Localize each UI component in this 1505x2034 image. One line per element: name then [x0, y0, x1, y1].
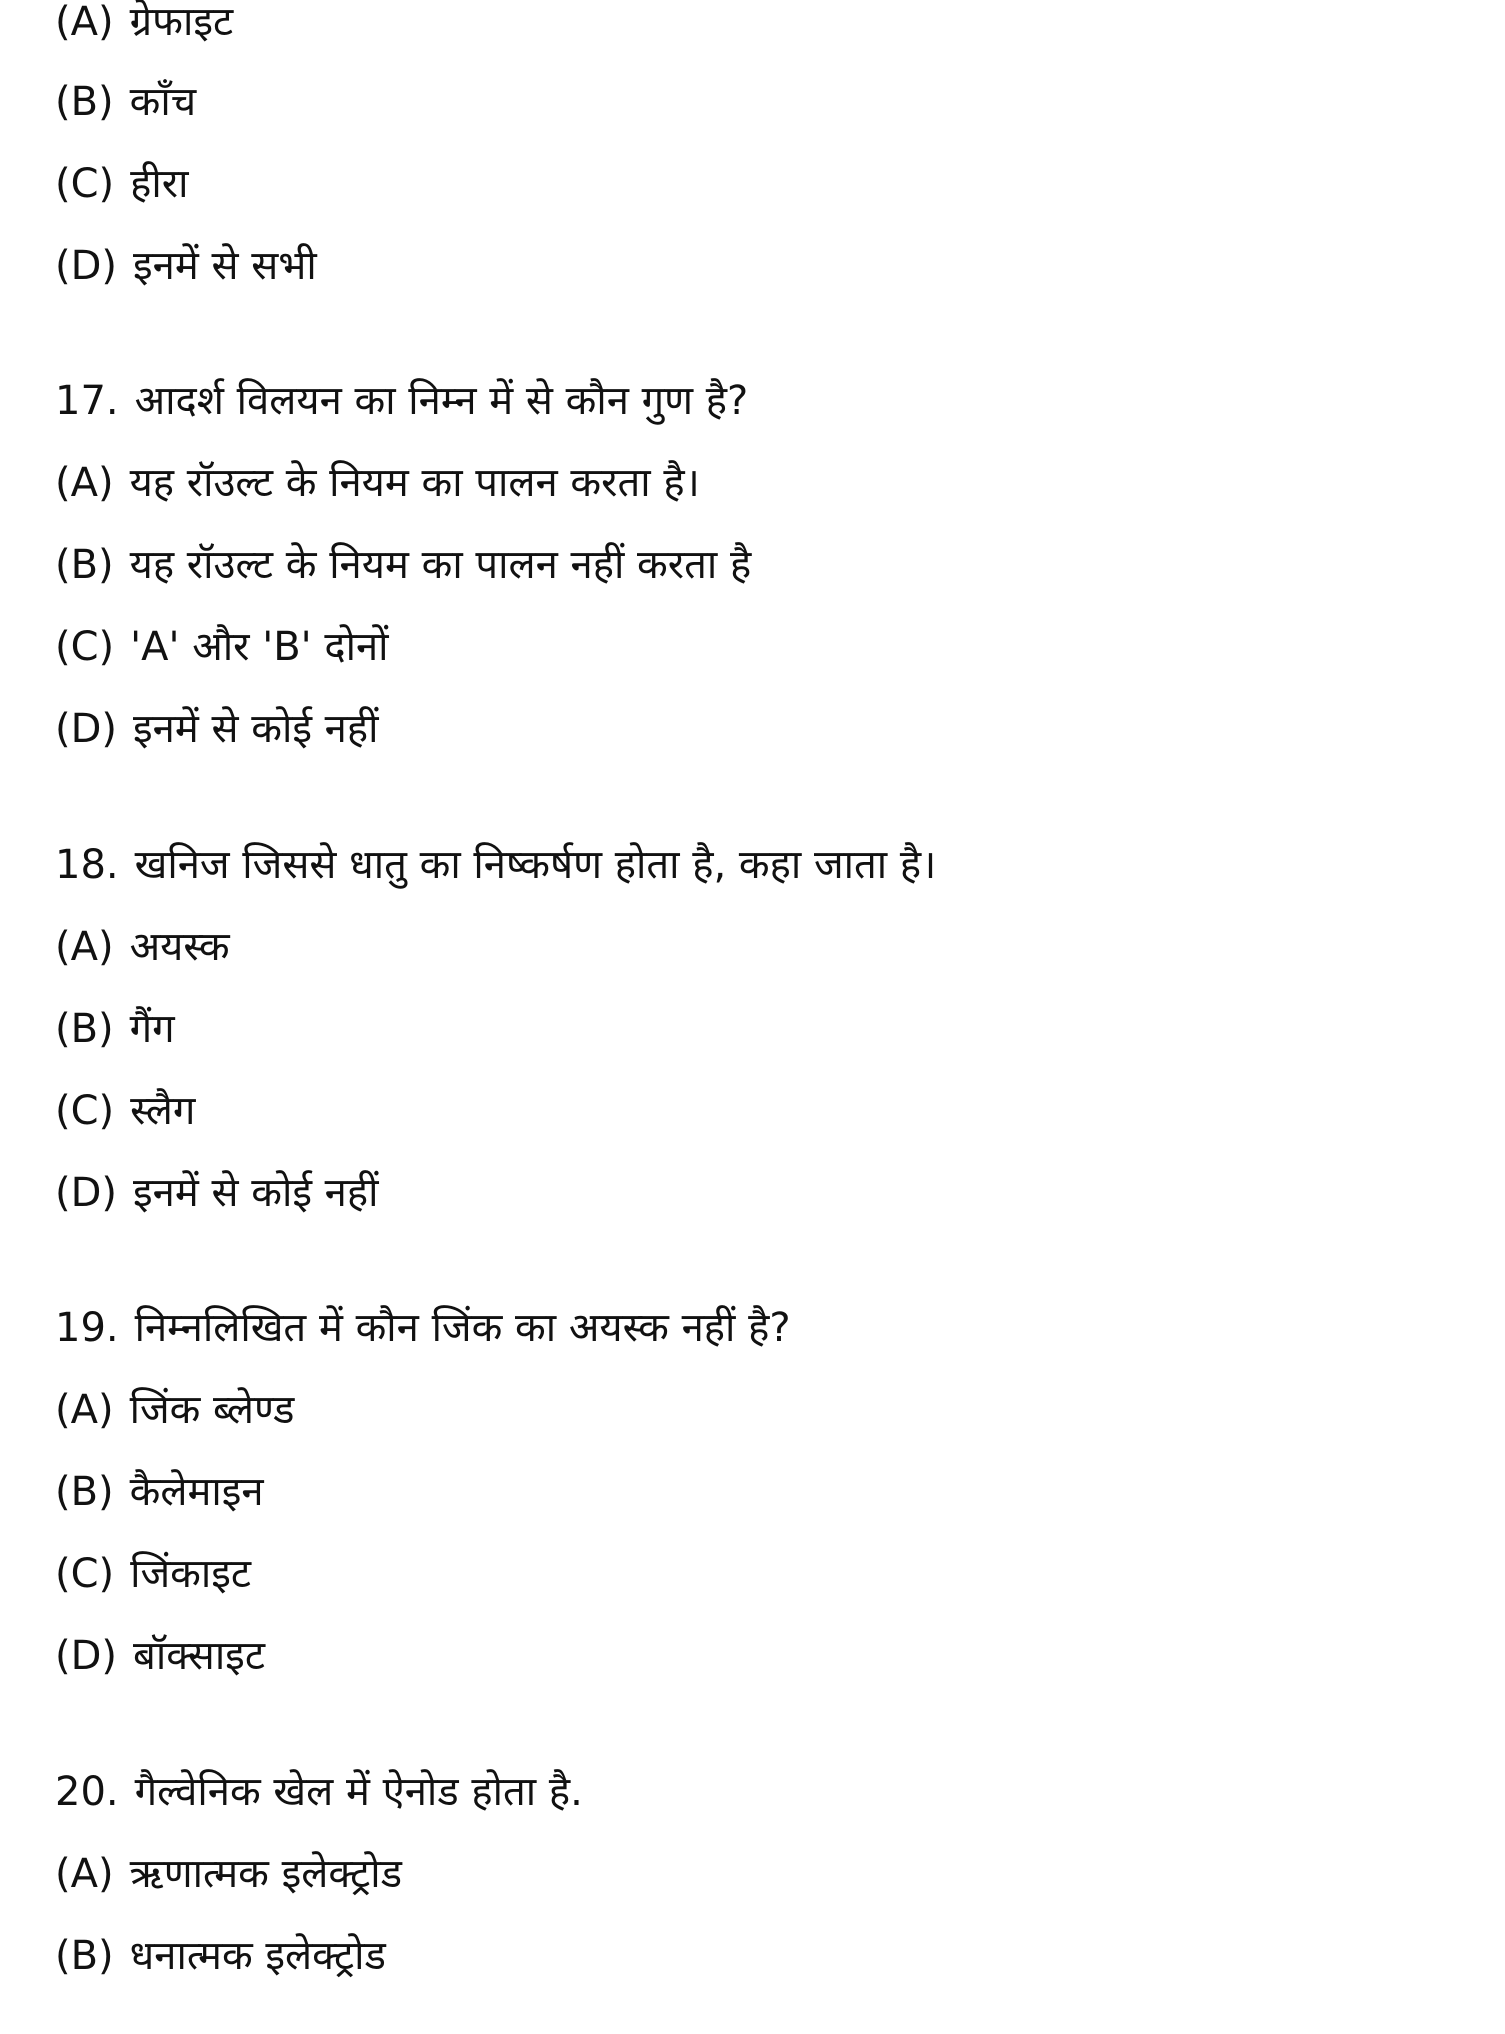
- option-text: इनमें से कोई नहीं: [133, 706, 379, 752]
- option-text: ग्रेफाइट: [129, 0, 234, 45]
- question-number: 17.: [55, 378, 119, 424]
- option-label: (A): [55, 460, 114, 506]
- option-c: [55, 1544, 251, 1604]
- option-text: हीरा: [130, 161, 189, 207]
- option-b: [55, 999, 175, 1059]
- question-number: 19.: [55, 1305, 119, 1351]
- option-label: (C): [55, 624, 115, 670]
- option-text: 'A' और 'B' दोनों: [130, 624, 389, 670]
- option-text: यह रॉउल्ट के नियम का पालन नहीं करता है: [129, 542, 752, 588]
- option-text: ऋणात्मक इलेक्ट्रोड: [129, 1851, 403, 1897]
- question-text: निम्नलिखित में कौन जिंक का अयस्क नहीं है?: [134, 1305, 791, 1351]
- option-b: [55, 1926, 386, 1986]
- option-label: (C): [55, 1551, 115, 1597]
- option-text: इनमें से कोई नहीं: [133, 1170, 379, 1216]
- option-text: जिंक ब्लेण्ड: [129, 1387, 295, 1433]
- option-a: [55, 453, 700, 513]
- question-18: [55, 835, 936, 895]
- option-label: (B): [55, 79, 114, 125]
- option-label: (A): [55, 0, 114, 45]
- option-label: (A): [55, 1851, 114, 1897]
- option-b: [55, 1462, 264, 1522]
- option-c: [55, 617, 389, 677]
- option-text: कैलेमाइन: [129, 1469, 264, 1515]
- option-text: बॉक्साइट: [133, 1633, 265, 1679]
- option-label: (D): [55, 706, 118, 752]
- option-label: (A): [55, 1387, 114, 1433]
- option-a: [55, 1844, 402, 1904]
- option-b: [55, 72, 196, 132]
- option-a: [55, 917, 230, 977]
- option-d: [55, 236, 317, 296]
- question-17: [55, 371, 748, 431]
- option-text: जिंकाइट: [130, 1551, 252, 1597]
- question-text: गैल्वेनिक खेल में ऐनोड होता है.: [134, 1769, 583, 1815]
- option-a: [55, 0, 233, 52]
- option-label: (B): [55, 1469, 114, 1515]
- option-text: यह रॉउल्ट के नियम का पालन करता है।: [129, 460, 700, 506]
- option-d: [55, 1163, 378, 1223]
- question-number: 18.: [55, 842, 119, 888]
- question-text: आदर्श विलयन का निम्न में से कौन गुण है?: [134, 378, 749, 424]
- option-label: (D): [55, 1170, 118, 1216]
- question-19: [55, 1298, 791, 1358]
- option-b: [55, 535, 751, 595]
- option-a: [55, 1380, 294, 1440]
- option-text: स्लैग: [130, 1088, 196, 1134]
- option-text: धनात्मक इलेक्ट्रोड: [129, 1933, 386, 1979]
- option-text: गैंग: [129, 1006, 175, 1052]
- question-number: 20.: [55, 1769, 119, 1815]
- option-label: (D): [55, 243, 118, 289]
- option-c: [55, 1081, 195, 1141]
- option-label: (B): [55, 542, 114, 588]
- option-text: काँच: [129, 79, 197, 125]
- question-20: [55, 1762, 583, 1822]
- question-text: खनिज जिससे धातु का निष्कर्षण होता है, कहा जाता है।: [134, 842, 937, 888]
- option-label: (B): [55, 1933, 114, 1979]
- option-text: अयस्क: [129, 924, 230, 970]
- option-d: [55, 699, 378, 759]
- option-label: (B): [55, 1006, 114, 1052]
- option-text: इनमें से सभी: [133, 243, 317, 289]
- option-label: (D): [55, 1633, 118, 1679]
- option-label: (C): [55, 1088, 115, 1134]
- option-label: (C): [55, 161, 115, 207]
- option-c: [55, 154, 188, 214]
- option-d: [55, 1626, 265, 1686]
- option-label: (A): [55, 924, 114, 970]
